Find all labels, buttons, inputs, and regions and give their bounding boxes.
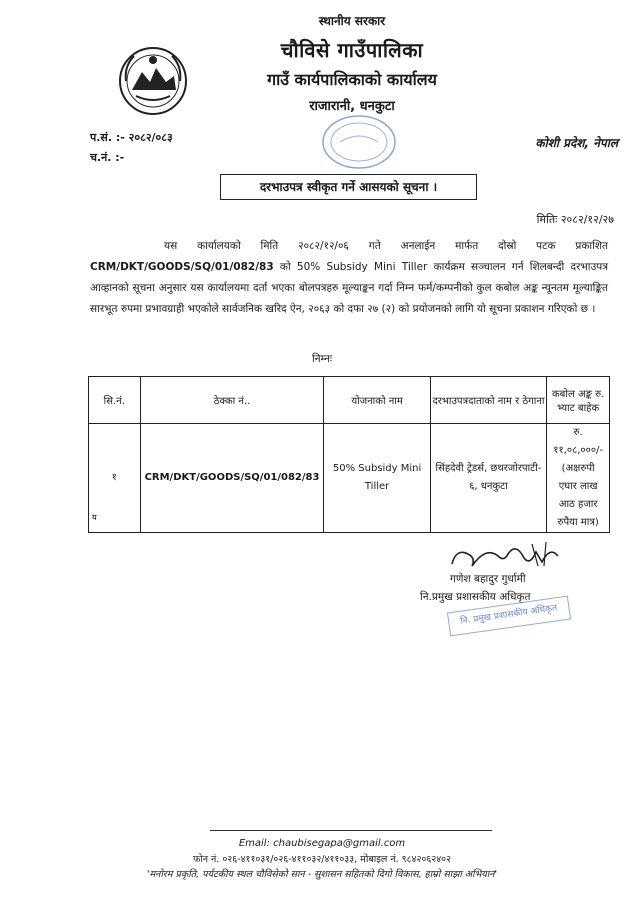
table-row [89,424,610,533]
notice-date: मितिः २०८२/१२/२७ [536,213,614,226]
cell-project: 50% Subsidy Mini Tiller [324,424,430,533]
margin-mark: य [92,513,97,522]
body-rest: को 50% Subsidy Mini Tiller कार्यक्रम सञ्चालन गर्न शिलबन्दी दरभाउपत्र आव्हानको सूचना अनुसार यस कार्यालयमा दर्ता भएका बोलपत्रहरु मूल्याङ्कन गर्दा निम्न फर्म/कम्पनीको कुल कबोल अङ्क न्यूनतम मूल्याङ्कित सारभूत रुपमा प्रभावग्राही भएकोले सार्वजनिक खरिद ऐन, २०६३ को दफा २७ (२) को प्रयोजनको लागि यो सूचना प्रकाशन गरिएको छ । [90,261,608,315]
table-header-row [89,377,610,424]
notice-body [90,236,608,320]
local-government-label: स्थानीय सरकार [318,14,386,28]
cell-contract: CRM/DKT/GOODS/SQ/01/082/83 [140,424,324,533]
bid-table [88,376,610,533]
col-sn: सि.नं. [89,377,141,424]
province-label: कोशी प्रदेश, नेपाल [535,136,618,150]
dispatch-number: च.नं. :- [90,151,125,164]
footer-divider [210,830,492,831]
following-label: निम्नः [311,353,333,365]
col-contract: ठेक्का नं.. [140,377,324,424]
signature-icon [446,536,566,574]
col-bidder: दरभाउपत्रदाताको नाम र ठेगाना [430,377,547,424]
footer-phone: फोन नं. ०२६-४११०३१/०२६-४११०३२/४११०३३, मोबाइल नं. ९८४२०६२४०२ [192,854,452,865]
signer-title: नि.प्रमुख प्रशासकीय अधिकृत [420,591,531,603]
cell-bidder: सिंहदेवी ट्रेडर्स, छथरजोरपाटी- ६, धनकुटा [430,424,547,533]
designation-stamp: नि. प्रमुख प्रशासकीय अधिकृत [447,596,571,637]
signer-name: गणेश बहादुर गुर्धामी [450,573,526,585]
office-address: राजारानी, धनकुटा [309,99,395,114]
col-project: योजनाको नाम [324,377,430,424]
notice-subject: दरभाउपत्र स्वीकृत गर्ने आसयको सूचना । [220,174,477,200]
office-name: गाउँ कार्यपालिकाको कार्यालय [267,70,437,89]
cell-amount: रु. ११,०८,०००/-(अक्षरुपी एघार लाख आठ हजार रुपैया मात्र) [547,424,610,533]
letter-ref-number: प.सं. :- २०८२/०८३ [90,131,173,144]
footer-slogan: 'मनोरम प्रकृति, पर्यटकीय स्थल चौविसेको सान - सुशासन सहितको दिगो विकास, हाम्रो साझा अभियान' [146,869,498,880]
footer-email: Email: chaubisegapa@gmail.com [238,838,406,849]
col-amount: कबोल अङ्क रु. भ्याट बाहेक [547,377,610,424]
municipality-name: चौविसे गाउँपालिका [280,38,424,62]
body-ref-code: CRM/DKT/GOODS/SQ/01/082/83 [90,261,274,273]
office-stamp-icon [320,112,398,172]
cell-sn: १ [89,424,141,533]
body-intro: यस कार्यालयको मिति २०८२/१२/०६ गते अनलाईन मार्फत दोस्रो पटक प्रकाशित [164,240,608,252]
